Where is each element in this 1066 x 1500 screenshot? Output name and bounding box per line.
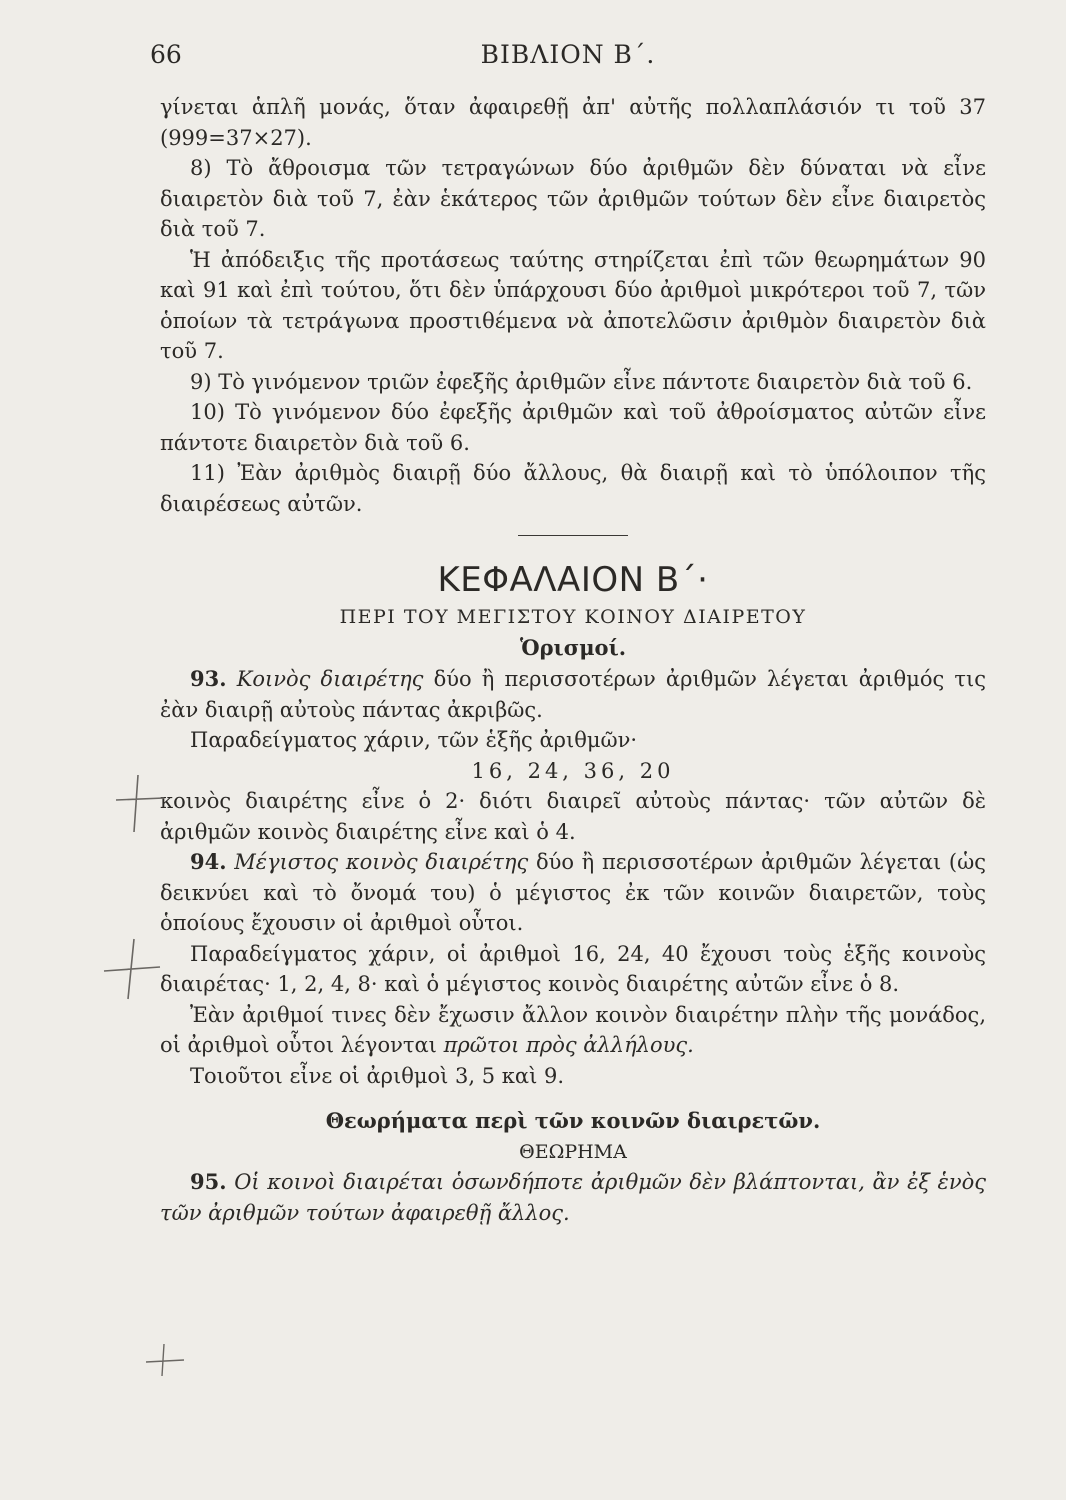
paragraph-continued: γίνεται ἁπλῆ μονάς, ὅταν ἀφαιρεθῇ ἀπ' αὐτῆς πολλαπλάσιόν τι τοῦ 37 (999=37×27). [160, 95, 986, 150]
proof-note: Ἡ ἀπόδειξις τῆς προτάσεως ταύτης στηρίζεται ἐπὶ τῶν θεωρημάτων 90 καὶ 91 καὶ ἐπὶ τούτου, ὅτι δὲν ὑπάρχουσι δύο ἀριθμοὶ μικρότεροι τοῦ 7, τῶν ὁποίων τὰ τετράγωνα προστιθέμενα νὰ ἀποτελῶσιν ἀριθμὸν διαιρετὸν διὰ τοῦ 7. [160, 247, 986, 363]
example-1-numbers: 16, 24, 36, 20 [471, 758, 675, 783]
margin-cross-mark [108, 770, 168, 840]
section-94-text: δύο ἢ περισσοτέρων ἀριθμῶν λέγεται (ὡς δεικνύει καὶ τὸ ὄνομά του) ὁ μέγιστος ἐκ τῶν κοινῶν διαιρετῶν, τοὺς ὁποίους ἔχουσιν οἱ ἀριθμοὶ οὗτοι. [160, 850, 986, 935]
prime-example: Τοιοῦτοι εἶνε οἱ ἀριθμοὶ 3, 5 καὶ 9. [190, 1063, 565, 1088]
prime-definition [160, 1000, 986, 1061]
section-94-number: 94. [190, 849, 227, 874]
rule-11: 11) Ἐὰν ἀριθμὸς διαιρῇ δύο ἄλλους, θὰ διαιρῇ καὶ τὸ ὑπόλοιπον τῆς διαιρέσεως αὐτῶν. [160, 461, 986, 516]
example-2: Παραδείγματος χάριν, οἱ ἀριθμοὶ 16, 24, 40 ἔχουσι τοὺς ἑξῆς κοινοὺς διαιρέτας· 1, 2, 4, 8· καὶ ὁ μέγιστος κοινὸς διαιρέτης αὐτῶν εἶνε ὁ 8. [160, 941, 986, 996]
page-header [150, 40, 986, 80]
running-title: ΒΙΒΛΙΟΝ Β΄. [480, 40, 656, 69]
section-95-number: 95. [190, 1169, 227, 1194]
spacer [160, 1091, 986, 1105]
section-divider [518, 535, 628, 536]
rule-10: 10) Τὸ γινόμενον δύο ἐφεξῆς ἀριθμῶν καὶ τοῦ ἀθροίσματος αὐτῶν εἶνε πάντοτε διαιρετὸν διὰ τοῦ 6. [160, 400, 986, 455]
chapter-subtitle: ΠΕΡΙ ΤΟΥ ΜΕΓΙΣΤΟΥ ΚΟΙΝΟΥ ΔΙΑΙΡΕΤΟΥ [339, 606, 807, 628]
prime-term: πρῶτοι πρὸς ἀλλήλους. [443, 1033, 694, 1057]
definitions-heading: Ὁρισμοί. [519, 635, 627, 660]
theorem-label: ΘΕΩΡΗΜΑ [519, 1141, 627, 1163]
section-94 [160, 847, 986, 939]
page-number: 66 [150, 40, 182, 69]
chapter-title: ΚΕΦΑΛΑΙΟΝ Β΄· [437, 560, 709, 600]
section-93 [160, 664, 986, 725]
rule-9: 9) Τὸ γινόμενον τριῶν ἐφεξῆς ἀριθμῶν εἶνε πάντοτε διαιρετὸν διὰ τοῦ 6. [190, 369, 973, 394]
prime-text: Ἐὰν ἀριθμοί τινες δὲν ἔχωσιν ἄλλον κοινὸν διαιρέτην πλὴν τῆς μονάδος, οἱ ἀριθμοὶ οὗτοι λέγονται [160, 1002, 986, 1057]
example-1-intro: Παραδείγματος χάριν, τῶν ἑξῆς ἀριθμῶν· [190, 728, 638, 752]
margin-cross-mark [98, 935, 168, 1005]
section-93-text: δύο ἢ περισσοτέρων ἀριθμῶν λέγεται ἀριθμός τις ἐὰν διαιρῇ αὐτοὺς πάντας ἀκριβῶς. [160, 667, 986, 722]
page-body [160, 92, 986, 1228]
example-1-text: κοινὸς διαιρέτης εἶνε ὁ 2· διότι διαιρεῖ αὐτοὺς πάντας· τῶν αὐτῶν δὲ ἀριθμῶν κοινὸς διαιρέτης εἶνε καὶ ὁ 4. [160, 789, 986, 844]
margin-cross-mark [140, 1340, 190, 1380]
section-93-number: 93. [190, 666, 227, 691]
section-95-text: Οἱ κοινοὶ διαιρέται ὁσωνδήποτε ἀριθμῶν δὲν βλάπτονται, ἂν ἐξ ἑνὸς τῶν ἀριθμῶν τούτων ἀφαιρεθῇ ἄλλος. [160, 1170, 986, 1225]
section-94-term: Μέγιστος κοινὸς διαιρέτης [234, 850, 529, 874]
section-93-term: Κοινὸς διαιρέτης [236, 667, 424, 691]
section-95 [160, 1167, 986, 1228]
rule-8: 8) Τὸ ἄθροισμα τῶν τετραγώνων δύο ἀριθμῶν δὲν δύναται νὰ εἶνε διαιρετὸν διὰ τοῦ 7, ἐὰν ἑκάτερος τῶν ἀριθμῶν τούτων δὲν εἶνε διαιρετὸς διὰ τοῦ 7. [160, 156, 986, 241]
theorems-heading: Θεωρήματα περὶ τῶν κοινῶν διαιρετῶν. [325, 1108, 821, 1133]
